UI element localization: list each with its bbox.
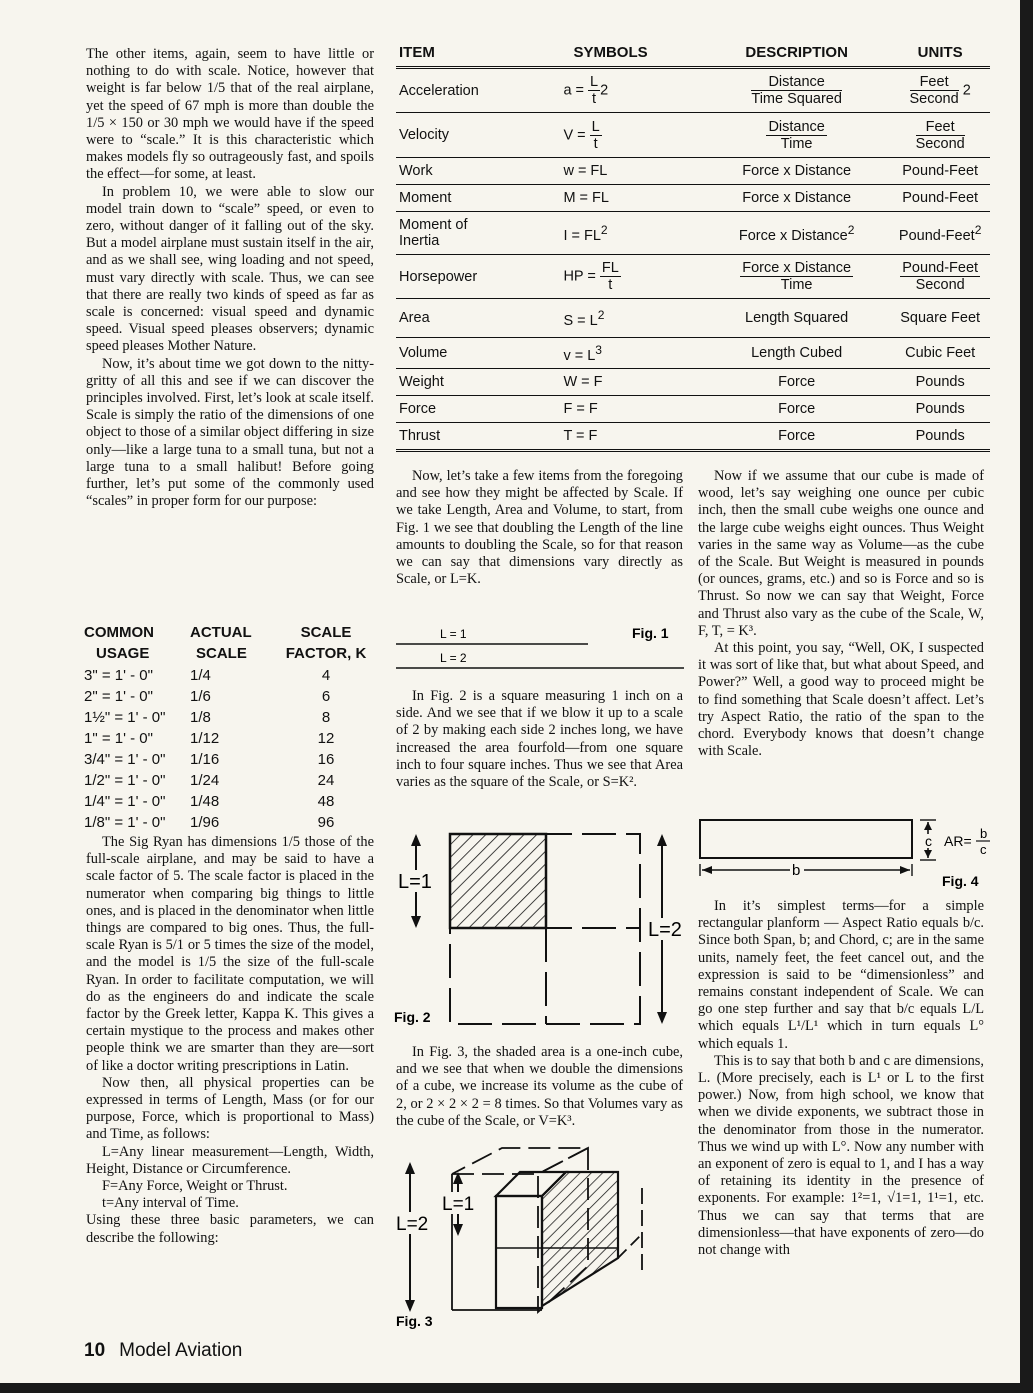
table-cell: 1" = 1' - 0" xyxy=(84,730,153,747)
fig3-caption: Fig. 3 xyxy=(396,1313,433,1329)
table-cell: 3" = 1' - 0" xyxy=(84,667,153,684)
fig1-caption: Fig. 1 xyxy=(632,625,669,641)
table-row xyxy=(84,728,374,749)
table-row: Moment of Inertia $I = FL^2$ Force x Distance$^2$ Pound-Feet$^2$ xyxy=(396,212,990,255)
magazine-title: Model Aviation xyxy=(119,1340,243,1361)
fig3-label-l2: L=2 xyxy=(396,1214,429,1235)
table-row: Force F = F Force Pounds xyxy=(396,396,990,423)
table-cell: 48 xyxy=(317,793,335,810)
fig4-ar-label: AR= xyxy=(944,833,972,849)
scale-table-body xyxy=(84,665,374,833)
paragraph: Using these three basic parameters, we can describe the following: xyxy=(86,1212,374,1246)
fig2-caption: Fig. 2 xyxy=(394,1009,431,1025)
paragraph: Now if we assume that our cube is made of wood, let’s say weighing one ounce per cubic inch, then the small cube weighs one ounce and the large cube weighs eight ounces. Thus Weight varies in the same way as Volume—as the cube of the Scale. But Weight is measured in pounds (or ounces, grams, etc.) and so is Force and so is Thrust. So now we can say that Weight, Force and Thrust also vary as the cube of the Scale, W, F, T, = K³. xyxy=(698,468,984,639)
table-row xyxy=(84,749,374,770)
arrow-up-icon xyxy=(924,822,932,830)
fig3-big-cube-top xyxy=(452,1148,588,1174)
paragraph: In problem 10, we were able to slow our model train down to “scale” speed, or even to zero, without danger of it falling out of the sky. But a model airplane must sustain itself in the air, and as we shall see, wing loading and not speed, must vary directly with scale. Thus, we can see that there are really two kinds of speed as far as scale is concerned: visual speed and dynamic speed. Visual speed pleases observers; dynamic speed pleases Mother Nature. xyxy=(86,183,374,355)
fig3-small-cube-front xyxy=(496,1196,542,1308)
units-table-header: ITEM SYMBOLS DESCRIPTION UNITS xyxy=(396,44,990,69)
table-cell: 24 xyxy=(317,772,335,789)
table-cell: 1/48 xyxy=(190,793,220,810)
fig3-label-l1: L=1 xyxy=(442,1194,475,1215)
table-row xyxy=(84,686,374,707)
paragraph: Now then, all physical properties can be expressed in terms of Length, Mass (or for our purpose, Force, which is proportional to Mass) and Time, as follows: xyxy=(86,1074,374,1143)
table-row: Moment M = FL Force x Distance Pound-Feet xyxy=(396,185,990,212)
fig3-shaded-face xyxy=(542,1172,618,1306)
fig1-line1-label: L = 1 xyxy=(440,627,467,641)
table-cell: 2" = 1' - 0" xyxy=(84,688,153,705)
table-row xyxy=(84,665,374,686)
fig4-chord-label: c xyxy=(925,833,932,849)
table-row: Thrust T = F Force Pounds xyxy=(396,423,990,452)
paragraph: At this point, you say, “Well, OK, I suspected it was sort of like that, but what about Speed, and Power?” Well, a good way to proceed might be to find something that Scale doesn’t affect. Let’s try Aspect Ratio, the ratio of the span to the chord. Everybody knows that doesn’t change with Scale. xyxy=(698,640,984,760)
column-middle-mid xyxy=(396,688,683,791)
column-left-lower xyxy=(86,834,374,1247)
table-cell: 1/24 xyxy=(190,772,220,789)
arrow-up-icon xyxy=(405,1162,415,1174)
table-row: Volume $v = L^3$ Length Cubed Cubic Feet xyxy=(396,338,990,369)
table-cell: 6 xyxy=(321,688,331,705)
arrow-down-icon xyxy=(405,1300,415,1312)
column-right-lower xyxy=(698,898,984,1259)
table-cell: 8 xyxy=(321,709,331,726)
paragraph: This is to say that both b and c are dimensions, L. (More precisely, each is L¹ or L to the first power.) Now, from high school, we know that when we divide exponents, we subtract those in the denominator from those in the numerator. Thus we wind up with L°. Now any number with an exponent of zero is equal to 1, and I has a way of retaining its identity in the presence of exponents. For example: 1²=1, √1=1, 1¹=1, etc. Thus we can say that terms that are dimensionless—that have exponents of zero—do not change with xyxy=(698,1052,984,1259)
figure-4 xyxy=(696,814,996,894)
paragraph: Now, let’s take a few items from the foregoing and see how they might be affected by Scale. If we take Length, Area and Volume, to start, from Fig. 1 we see that doubling the Length of the line amounts to doubling the Scale, so for that reason we can say that dimensions vary directly as Scale, or L=K. xyxy=(396,468,683,588)
table-cell: 1/4" = 1' - 0" xyxy=(84,793,166,810)
arrow-down-icon xyxy=(411,916,421,928)
table-cell: 16 xyxy=(317,751,335,768)
figure-3 xyxy=(392,1134,692,1334)
table-cell: 12 xyxy=(317,730,335,747)
scale-table-header: COMMON USAGE ACTUAL SCALE SCALE FACTOR, K xyxy=(84,624,367,662)
table-row: Horsepower HP = $\frac{FL}{t}$ $\frac{\text{Force x Distance}}{\text{Time}}$ $\frac{\text{Pound-Feet}}{\text{Second}}$ xyxy=(396,255,990,299)
table-cell: 1/96 xyxy=(190,814,220,831)
fig3-edge xyxy=(618,1234,642,1258)
table-row: Acceleration a = $\frac{L}{t}$ 2 $\frac{\text{Distance}}{\text{Time Squared}}$ $\frac{\text{Feet}}{\text{Second}}$ 2 xyxy=(396,69,990,113)
page-number: 10 xyxy=(84,1340,106,1361)
paragraph: L=Any linear measurement—Length, Width, Height, Distance or Circumference. xyxy=(86,1143,374,1177)
table-cell: 1/8" = 1' - 0" xyxy=(84,814,166,831)
scale-table xyxy=(84,622,374,833)
table-cell: 1½" = 1' - 0" xyxy=(84,709,166,726)
table-cell: 1/2" = 1' - 0" xyxy=(84,772,166,789)
column-left xyxy=(86,46,374,510)
table-row xyxy=(84,812,374,833)
paragraph: In Fig. 2 is a square measuring 1 inch on a side. And we see that if we blow it up to a scale of 2 by making each side 2 inches long, we have increased the area fourfold—from one square inch to four square inches. Thus we see that Area varies as the square of the Scale, or S=K². xyxy=(396,688,683,791)
column-middle-lower xyxy=(396,1044,683,1130)
arrow-down-icon xyxy=(453,1224,463,1236)
table-cell: 1/4 xyxy=(190,667,211,684)
arrow-up-icon xyxy=(657,834,667,846)
fig4-span-label: b xyxy=(792,862,801,879)
figure-2 xyxy=(392,826,692,1034)
paragraph: Now, it’s about time we got down to the nitty-gritty of all this and see if we can discover the principles involved. First, let’s look at scale itself. Scale is simply the ratio of the dimensions of one object to those of a similar object differing in size only—like a large tuna to a small tuna, but not a large tuna to a small halibut! Before going further, let’s put some of the commonly used “scales” in proper form for our purpose: xyxy=(86,355,374,510)
arrow-left-icon xyxy=(702,866,712,874)
fig2-label-l2: L=2 xyxy=(648,919,682,941)
table-row xyxy=(84,770,374,791)
table-row xyxy=(84,791,374,812)
arrow-up-icon xyxy=(411,834,421,846)
table-row: Weight W = F Force Pounds xyxy=(396,369,990,396)
paragraph: The Sig Ryan has dimensions 1/5 those of the full-scale airplane, and may be said to have a scale factor of 5. The scale factor is placed in the numerator when comparing big things to little ones, and is placed in the denominator when little things are compared to big ones. Thus, the full-scale Ryan is 5/1 or 5 times the size of the model, and the model is 1/5 the size of the full-scale Ryan. In order to facilitate computation, we will do as the engineers do and indicate the scale factor by the Greek letter, Kappa K. This gives a certain mystique to the process and makes other people think we are smarter than they are—sort of like a doctor writing prescriptions in Latin. xyxy=(86,834,374,1074)
table-row xyxy=(84,707,374,728)
paragraph: t=Any interval of Time. xyxy=(102,1195,239,1212)
table-row: Velocity V = $\frac{L}{t}$ $\frac{\text{Distance}}{\text{Time}}$ $\frac{\text{Feet}}{\text{Second}}$ xyxy=(396,113,990,158)
paragraph: In Fig. 3, the shaded area is a one-inch cube, and we see that when we double the dimensions of a cube, we increase its volume as the cube of 2, or 2 × 2 × 2 = 8 times. So that Volumes vary as the cube of the Scale, or V=K³. xyxy=(396,1044,683,1129)
table-row: Work w = FL Force x Distance Pound-Feet xyxy=(396,158,990,185)
table-row: Area $S = L^2$ Length Squared Square Feet xyxy=(396,299,990,338)
table-cell: 1/6 xyxy=(190,688,211,705)
fig1-line2-label: L = 2 xyxy=(440,651,467,665)
arrow-right-icon xyxy=(900,866,910,874)
column-middle-top xyxy=(396,468,683,588)
column-right-top xyxy=(698,468,984,760)
fig4-caption: Fig. 4 xyxy=(942,873,979,889)
fig2-label-l1: L=1 xyxy=(398,871,432,893)
units-table xyxy=(396,44,990,452)
figure-1 xyxy=(396,620,686,672)
fig4-wing-planform xyxy=(700,820,912,858)
fig4-ar-den: c xyxy=(980,842,987,857)
table-cell: 3/4" = 1' - 0" xyxy=(84,751,166,768)
table-cell: 4 xyxy=(321,667,331,684)
fig2-unit-square xyxy=(450,834,546,928)
fig4-ar-num: b xyxy=(980,826,988,841)
table-cell: 1/16 xyxy=(190,751,220,768)
table-cell: 96 xyxy=(317,814,335,831)
arrow-down-icon xyxy=(924,850,932,858)
paragraph: F=Any Force, Weight or Thrust. xyxy=(102,1178,288,1195)
paragraph: The other items, again, seem to have little or nothing to do with scale. Notice, however that weight is far below 1/5 that of the real airplane, yet the speed of 67 mph is more than double the 1/5 × 150 or 30 mph we would have if the speed were to “scale.” It is this characteristic which makes models fly so outrageously fast, and spoils the effect—for some, at least. xyxy=(86,46,374,183)
table-cell: 1/12 xyxy=(190,730,220,747)
page-footer xyxy=(84,1340,242,1362)
table-cell: 1/8 xyxy=(190,709,211,726)
paragraph: In it’s simplest terms—for a simple rectangular planform — Aspect Ratio equals b/c. Since both Span, b; and Chord, c; are in the same units, namely feet, the feet cancel out, and the expression is said to be “dimensionless” and remains constant independent of Scale. We can go one step further and say that b/c equals L/L which equals L¹/L¹ which in turn equals L° which equals 1. xyxy=(698,898,984,1052)
arrow-down-icon xyxy=(657,1012,667,1024)
